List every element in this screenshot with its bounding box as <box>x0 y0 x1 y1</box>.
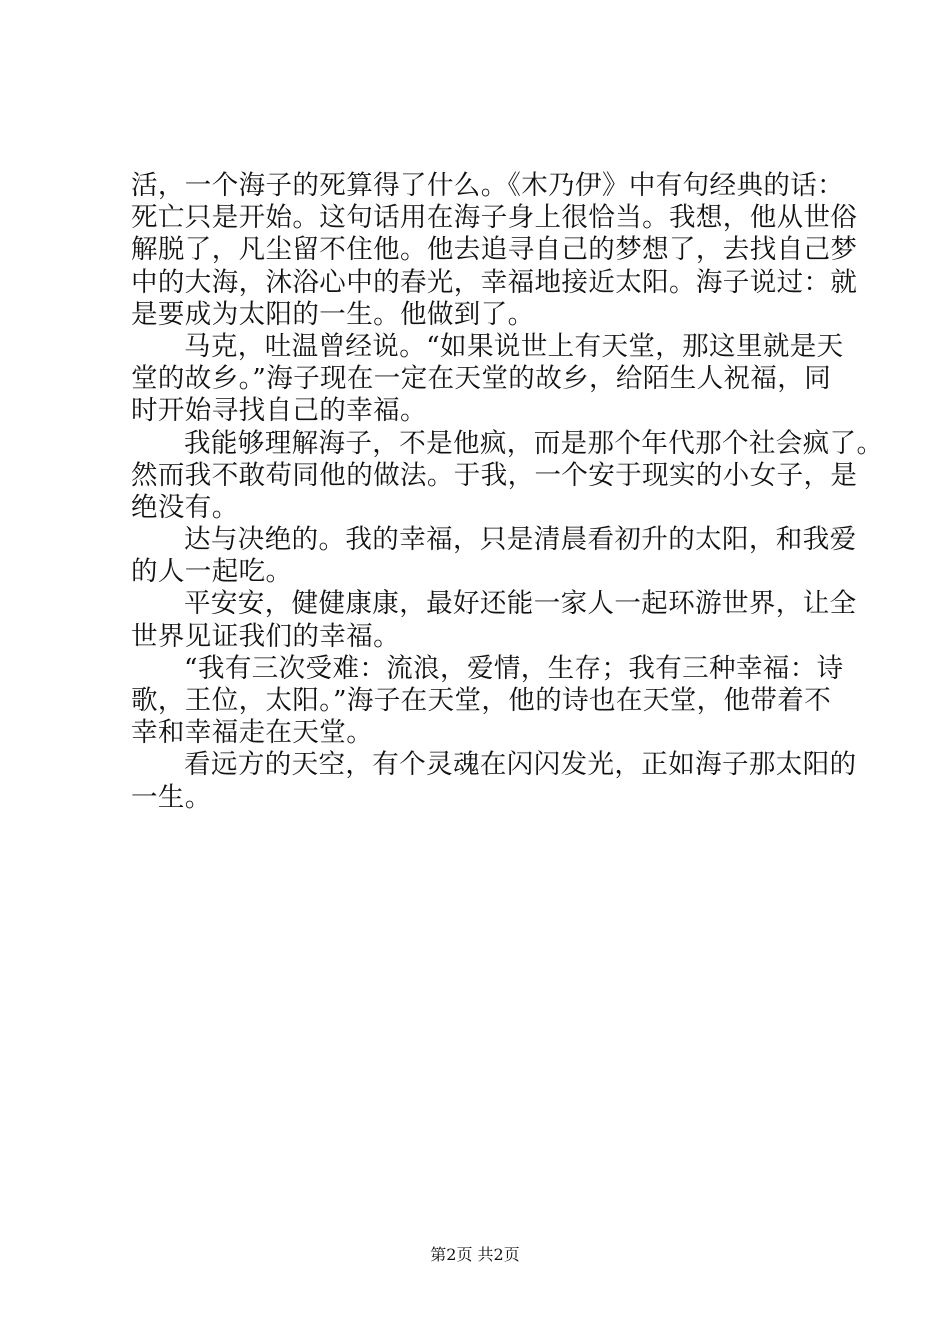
text-line: 死亡只是开始。这句话用在海子身上很恰当。我想，他从世俗 <box>131 202 858 234</box>
text-line: 时开始寻找自己的幸福。 <box>131 395 427 427</box>
text-line: 解脱了，凡尘留不住他。他去追寻自己的梦想了，去找自己梦 <box>131 234 858 266</box>
text-line: 歌，王位，太阳。”海子在天堂，他的诗也在天堂，他带着不 <box>131 685 832 716</box>
text-line: 活，一个海子的死算得了什么。《木乃伊》中有句经典的话： <box>131 170 845 201</box>
text-line: 幸和幸福走在天堂。 <box>131 717 374 749</box>
text-line: 绝没有。 <box>131 491 239 523</box>
body-text <box>131 170 884 814</box>
text-line: “我有三次受难：流浪，爱情，生存；我有三种幸福：诗 <box>184 652 844 684</box>
text-line: 我能够理解海子，不是他疯，而是那个年代那个社会疯了。 <box>184 427 884 459</box>
text-line: 达与决绝的。我的幸福，只是清晨看初升的太阳，和我爱 <box>184 524 857 556</box>
text-line: 的人一起吃。 <box>131 556 293 588</box>
text-line: 看远方的天空，有个灵魂在闪闪发光，正如海子那太阳的 <box>184 749 857 781</box>
text-line: 是要成为太阳的一生。他做到了。 <box>131 298 535 330</box>
text-line: 一生。 <box>131 781 212 813</box>
text-line: 平安安，健健康康，最好还能一家人一起环游世界，让全 <box>184 588 857 620</box>
text-line: 然而我不敢苟同他的做法。于我，一个安于现实的小女子，是 <box>131 459 858 491</box>
text-line: 马克，吐温曾经说。“如果说世上有天堂，那这里就是天 <box>184 330 844 362</box>
text-line: 堂的故乡。”海子现在一定在天堂的故乡，给陌生人祝福，同 <box>131 363 832 395</box>
text-line: 世界见证我们的幸福。 <box>131 620 400 652</box>
page-footer: 第2页 共2页 <box>430 1245 520 1264</box>
text-line: 中的大海，沐浴心中的春光，幸福地接近太阳。海子说过：就 <box>131 266 858 298</box>
